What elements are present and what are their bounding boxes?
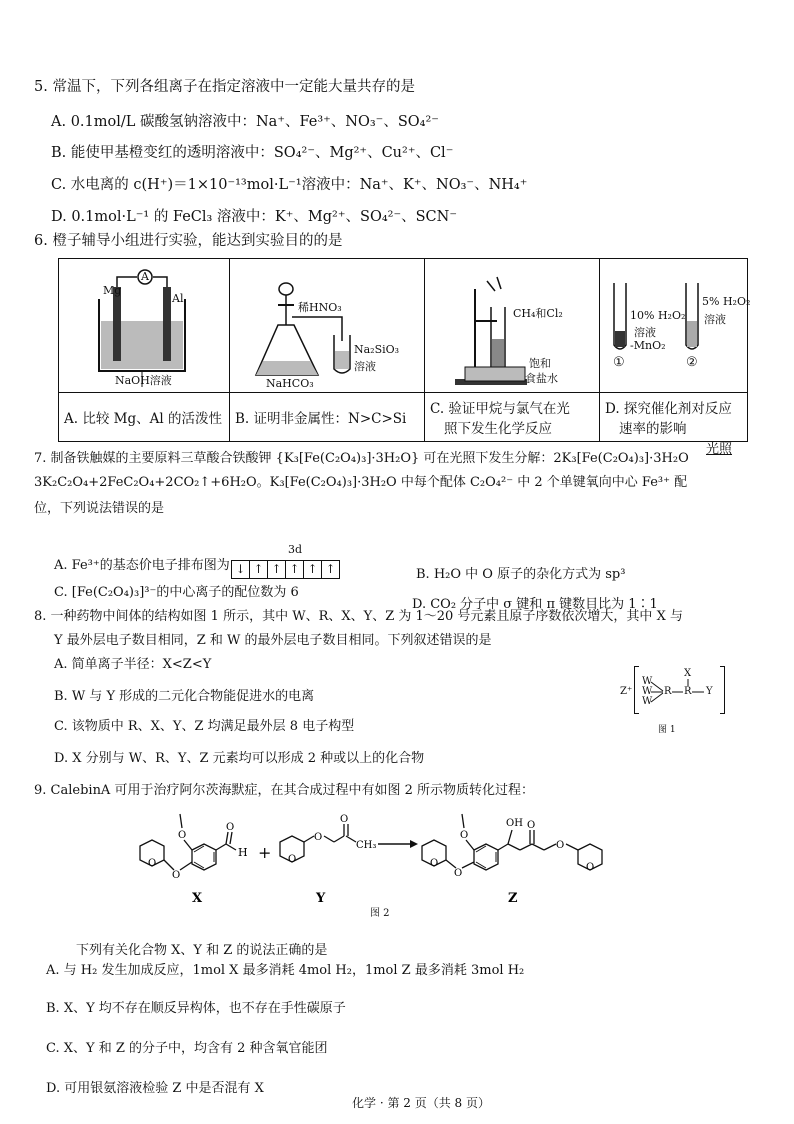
q9-option-a: A. 与 H₂ 发生加成反应，1mol X 最多消耗 4mol H₂，1mol Z 最多消耗 3mol H₂ [46,963,525,978]
hno3-label: 稀HNO₃ [298,301,342,314]
q9-option-d: D. 可用银氨溶液检验 Z 中是否混有 X [46,1081,264,1096]
carbonyl-oxygen: O [527,820,536,831]
q7-line3: 位，下列说法错误的是 [34,501,165,516]
tube1-h2o2-label: 10% H₂O₂ [630,309,686,322]
ammeter-label: A [141,270,149,283]
q6-option-d-line1: D. 探究催化剂对反应 [605,401,732,417]
orbital-box: ↑ [267,560,286,579]
z-label: Z [508,891,518,906]
q5-option-d: D. 0.1mol·L⁻¹ 的 FeCl₃ 溶液中：K⁺、Mg²⁺、SO₄²⁻、SCN⁻ [51,209,457,225]
svg-text:O: O [148,858,157,869]
svg-text:O: O [430,858,439,869]
q5-stem: 5. 常温下，下列各组离子在指定溶液中一定能大量共存的是 [34,79,415,95]
naoh-solution-label: NaOH溶液 [115,374,172,387]
q8-option-b: B. W 与 Y 形成的二元化合物能促进水的电离 [54,689,315,704]
orbital-diagram [232,558,340,579]
figure-2-caption: 图 2 [370,908,390,919]
q6-figure-b [230,259,425,393]
svg-text:O: O [454,868,463,879]
mno2-label: -MnO₂ [630,339,666,352]
q8-line2: Y 最外层电子数目相同，Z 和 W 的最外层电子数目相同。下列叙述错误的是 [54,633,492,648]
q6-stem: 6. 橙子辅导小组进行实验，能达到实验目的的是 [34,233,343,249]
orbital-box: ↑ [285,560,304,579]
svg-text:O: O [178,830,187,841]
orbital-box: ↑ [303,560,322,579]
tube1-solution-label: 溶液 [634,326,656,339]
q9-option-c: C. X、Y 和 Z 的分子中，均含有 2 种含氧官能团 [46,1041,328,1056]
q6-option-c [425,393,600,442]
q9-intro: 下列有关化合物 X、Y 和 Z 的说法正确的是 [76,943,328,958]
q6-option-d [600,393,748,442]
svg-text:O: O [586,862,595,873]
w-atom: W [642,676,653,687]
light-condition: 光照 [706,442,733,457]
svg-text:O: O [340,814,349,825]
q7-option-d: D. CO₂ 分子中 σ 键和 π 键数目比为 1∶1 [412,597,658,612]
x-label: X [192,891,203,906]
q5-option-c: C. 水电离的 c(H⁺)＝1×10⁻¹³mol·L⁻¹溶液中：Na⁺、K⁺、NO₃⁻、NH₄⁺ [51,177,528,193]
q9-stem: 9. CalebinA 可用于治疗阿尔茨海默症，在其合成过程中有如图 2 所示物质转化过程： [34,783,534,798]
plus-sign: + [258,843,272,862]
q6-option-c-line2: 照下发生化学反应 [444,421,552,437]
page-footer: 化学 · 第 2 页（共 8 页） [352,1096,490,1110]
w-atom: W [642,686,653,697]
bracket-right [720,666,725,714]
w-atom: W [642,696,653,707]
q7-option-c: C. [Fe(C₂O₄)₃]³⁻的中心离子的配位数为 6 [54,585,299,600]
mg-electrode-label: Mg [103,284,122,297]
svg-text:O: O [556,840,565,851]
q8-option-a: A. 简单离子半径：X<Z<Y [54,657,212,672]
q6-figure-d [600,259,751,393]
svg-text:O: O [172,870,181,881]
hydroxyl-group: OH [506,818,523,829]
svg-text:O: O [288,854,297,865]
figure-2-reaction [110,804,790,908]
q6-option-a: A. 比较 Mg、Al 的活泼性 [59,393,230,442]
q8-option-d: D. X 分别与 W、R、Y、Z 元素均可以形成 2 种或以上的化合物 [54,751,425,766]
q8-option-c: C. 该物质中 R、X、Y、Z 均满足最外层 8 电子构型 [54,719,355,734]
q5-option-b: B. 能使甲基橙变红的透明溶液中：SO₄²⁻、Mg²⁺、Cu²⁺、Cl⁻ [51,145,454,161]
q6-figure-c [425,259,600,393]
tube2-h2o2-label: 5% H₂O₂ [702,295,751,308]
x-atom: X [684,668,692,679]
q5-option-a: A. 0.1mol/L 碳酸氢钠溶液中：Na⁺、Fe³⁺、NO₃⁻、SO₄²⁻ [51,114,439,130]
tube2-number: ② [686,355,698,370]
methane-chlorine-label: CH₄和Cl₂ [513,307,563,320]
q6-option-c-line1: C. 验证甲烷与氯气在光 [430,401,570,417]
methane-chlorination-diagram [425,259,597,391]
figure-1-caption: 图 1 [658,725,676,735]
al-electrode-label: Al [172,292,184,305]
svg-text:O: O [314,832,323,843]
na2sio3-label: Na₂SiO₃ [354,343,400,356]
orbital-3d-label: 3d [288,543,303,556]
q9-option-b: B. X、Y 均不存在顺反异构体，也不存在手性碳原子 [46,1001,346,1016]
figure-1-bonds [620,664,730,714]
q8-line1: 8. 一种药物中间体的结构如图 1 所示，其中 W、R、X、Y、Z 为 1～20 号元素且原子序数依次增大，其中 X 与 [34,609,683,624]
svg-text:O: O [460,830,469,841]
tube2-solution-label: 溶液 [704,313,726,326]
q6-option-d-line2: 速率的影响 [619,421,687,437]
figure-1 [620,664,730,734]
q6-option-b: B. 证明非金属性：N>C>Si [230,393,425,442]
r-atom: R [684,686,692,697]
y-label: Y [316,891,326,906]
q7-option-b: B. H₂O 中 O 原子的杂化方式为 sp³ [416,567,626,582]
methyl-group: CH₃ [356,840,377,851]
acid-strength-apparatus-diagram [230,259,422,391]
r-atom: R [664,686,672,697]
svg-text:O: O [226,822,235,833]
tube1-number: ① [613,355,625,370]
orbital-box: ↓ [231,560,250,579]
q7-line1: 7. 制备铁触媒的主要原料三草酸合铁酸钾 {K₃[Fe(C₂O₄)₃]·3H₂O} 可在光照下发生分解：2K₃[Fe(C₂O₄)₃]·3H₂O [34,451,689,466]
q7-option-a: A. Fe³⁺的基态价电子排布图为 [54,558,230,573]
y-atom: Y [706,686,713,697]
q7-line2: 3K₂C₂O₄+2FeC₂O₄+2CO₂↑+6H₂O。K₃[Fe(C₂O₄)₃]·3H₂O 中每个配体 C₂O₄²⁻ 中 2 个单键氧向中心 Fe³⁺ 配 [34,475,688,490]
na2sio3-solution-label: 溶液 [354,360,376,373]
saturated-label: 饱和 [529,357,551,370]
brine-label: 食盐水 [525,372,558,385]
q6-experiment-table [58,258,751,442]
nahco3-label: NaHCO₃ [266,377,314,390]
orbital-box: ↑ [321,560,340,579]
orbital-box: ↑ [249,560,268,579]
z-cation: Z⁺ [620,686,633,697]
aldehyde-h: H [238,846,248,859]
q6-figure-a [59,259,230,393]
